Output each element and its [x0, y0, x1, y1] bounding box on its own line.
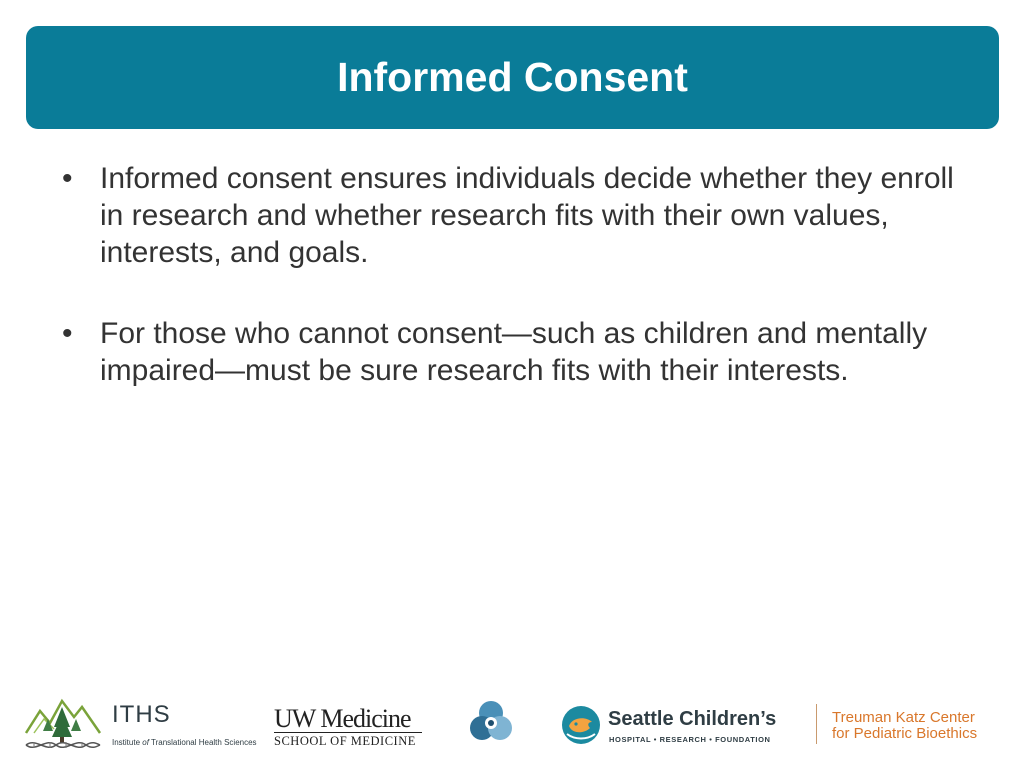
bullet-item: [56, 315, 956, 389]
whale-icon: [560, 704, 602, 746]
seattle-childrens-subtitle: HOSPITAL • RESEARCH • FOUNDATION: [609, 735, 771, 744]
seattle-childrens-name: Seattle Children’s: [608, 708, 777, 730]
seattle-childrens-logo: [560, 702, 805, 752]
treuman-katz-line2: for Pediatric Bioethics: [832, 725, 978, 742]
bullet-list: [56, 160, 956, 433]
iths-subtitle: Institute of Translational Health Sciences: [112, 738, 257, 747]
knot-logo-icon: [468, 698, 514, 749]
bullet-marker: •: [62, 162, 73, 195]
uw-medicine-name: UW Medicine: [274, 704, 411, 733]
uw-medicine-logo: [274, 706, 429, 754]
bullet-item: [56, 160, 956, 271]
iths-name: ITHS: [112, 701, 171, 728]
uw-medicine-subtitle: SCHOOL OF MEDICINE: [274, 732, 422, 749]
iths-logo: [24, 693, 257, 753]
bullet-marker: •: [62, 317, 73, 350]
treuman-katz-logo: [832, 710, 977, 742]
footer-logos: [0, 690, 1024, 760]
logo-divider: [816, 704, 817, 744]
title-bar: [26, 26, 999, 129]
bullet-text: Informed consent ensures individuals decide whether they enroll in research and whether research fits with their own values, interests, and goals.: [100, 162, 954, 269]
slide-title: Informed Consent: [337, 54, 688, 100]
treuman-katz-line1: Treuman Katz Center: [832, 709, 975, 726]
mountain-tree-dna-icon: [24, 693, 104, 755]
bullet-text: For those who cannot consent—such as children and mentally impaired—must be sure research fits with their interests.: [100, 317, 928, 387]
